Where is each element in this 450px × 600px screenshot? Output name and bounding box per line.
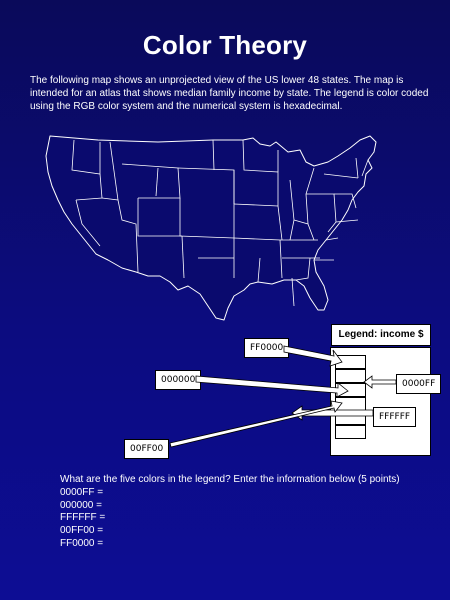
us-map [38,128,413,328]
answer-line-000000: 000000 = [60,499,102,511]
us-map-outline [46,136,376,320]
intro-paragraph: The following map shows an unprojected view of the US lower 48 states. The map is intended for an atlas that shows median family income by state. The legend is color coded using the RGB color system and the numerical system is hexadecimal. [30,75,429,112]
legend-title: Legend: income $ [331,324,431,346]
legend-swatch-4 [335,397,366,411]
code-label-ff0000: FF0000 [244,338,289,358]
questions-prompt: What are the five colors in the legend? Enter the information below (5 points) [60,474,400,485]
answer-line-ffffff: FFFFFF = [60,512,106,524]
code-label-000000: 000000 [155,370,201,390]
legend-swatch-1 [335,355,366,369]
code-label-0000ff: 0000FF [396,374,441,394]
code-label-00ff00: 00FF00 [124,439,169,459]
questions-block [60,474,440,551]
answer-line-ff0000: FF0000 = [60,537,104,549]
answer-line-00ff00: 00FF00 = [60,525,104,537]
slide-title: Color Theory [142,30,308,60]
code-label-ffffff: FFFFFF [373,407,416,427]
arrow-00ff00 [170,401,342,447]
legend-swatch-2 [335,369,366,383]
legend-swatch-3 [335,383,366,397]
legend-swatch-6 [335,425,366,439]
arrow-000000 [196,376,348,397]
legend-swatch-5 [335,411,366,425]
answer-line-0000ff: 0000FF = [60,486,104,498]
